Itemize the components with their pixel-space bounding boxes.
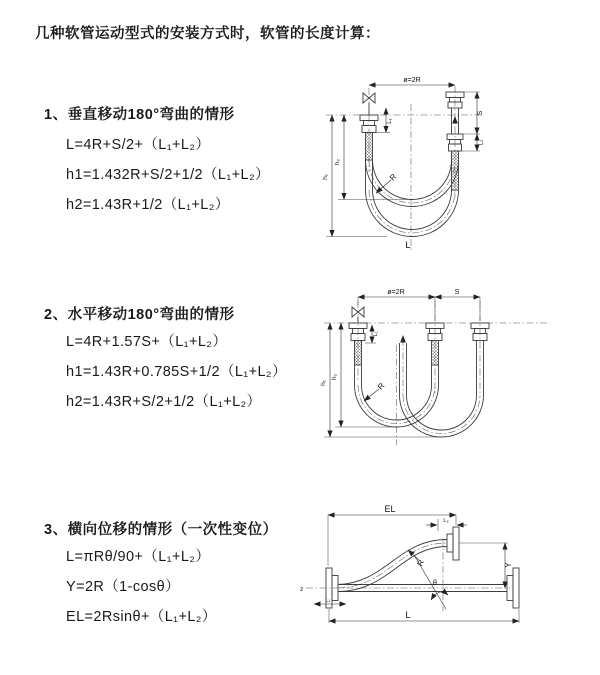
section-3-formula-y: Y=2R（1-cosθ）	[66, 579, 180, 595]
dimensions	[320, 289, 480, 437]
displaced-hose	[338, 527, 459, 592]
dim-label-r: R	[387, 172, 399, 183]
section-2-formula-h1: h1=1.43R+0.785S+1/2（L₁+L₂）	[66, 364, 287, 380]
section-2-heading: 2、水平移动180°弯曲的情形	[44, 307, 235, 323]
section-1-formula-h2: h2=1.43R+1/2（L₁+L₂）	[66, 197, 230, 213]
dim-label-l1: L₁	[325, 597, 331, 604]
dim-label-l2: L₂	[478, 139, 485, 146]
section-2-formula-h2: h2=1.43R+S/2+1/2（L₁+L₂）	[66, 394, 262, 410]
dim-label-l: L	[405, 240, 411, 251]
section-1-formula-l: L=4R+S/2+（L₁+L₂）	[66, 137, 211, 153]
dim-label-r: R	[415, 558, 427, 568]
dim-label-l1: L₁	[373, 331, 379, 337]
dim-label-2r: ø=2R	[403, 77, 421, 84]
section-3-formula-el: EL=2Rsinθ+（L₁+L₂）	[66, 609, 217, 625]
page-title: 几种软管运动型式的安装方式时，软管的长度计算：	[35, 26, 380, 42]
valve-icon	[363, 93, 375, 115]
centerlines	[300, 539, 510, 611]
dimensions	[322, 77, 485, 251]
dim-label-el: EL	[384, 504, 396, 514]
dim-label-s: S	[454, 289, 460, 296]
dim-label-l2: L₂	[443, 518, 449, 524]
hose-arcs	[355, 335, 484, 437]
dim-label-theta: θ	[433, 580, 437, 587]
diagram-horizontal-180-bend	[310, 285, 600, 457]
section-2-formula-l: L=4R+1.57S+（L₁+L₂）	[66, 334, 228, 350]
dim-label-s: S	[477, 110, 484, 116]
dim-label-2r: ø=2R	[387, 289, 405, 296]
hose-arcs	[366, 160, 459, 237]
dimensions	[314, 504, 519, 623]
section-1-heading: 1、垂直移动180°弯曲的情形	[44, 107, 235, 123]
direction-arrow-icon	[400, 335, 406, 343]
dim-label-r: R	[375, 381, 387, 392]
axis-break-symbol: z	[300, 586, 304, 593]
dim-label-h2: h₂	[334, 158, 341, 166]
direction-arrow-icon	[452, 116, 458, 124]
dim-label-h1: h₁	[320, 380, 327, 386]
diagram-lateral-displacement	[298, 503, 598, 648]
dim-label-y: Y	[504, 562, 513, 568]
diagram-vertical-180-bend	[312, 72, 595, 257]
section-1-formula-h1: h1=1.432R+S/2+1/2（L₁+L₂）	[66, 167, 270, 183]
section-3-heading: 3、横向位移的情形（一次性变位）	[44, 522, 278, 538]
dim-label-h2: h₂	[331, 373, 338, 381]
centerlines	[326, 86, 484, 250]
dim-label-l1: L₁	[387, 118, 393, 124]
section-3-formula-l: L=πRθ/90+（L₁+L₂）	[66, 549, 211, 565]
dim-label-l: L	[405, 610, 411, 621]
dim-label-h1: h₁	[322, 174, 329, 180]
